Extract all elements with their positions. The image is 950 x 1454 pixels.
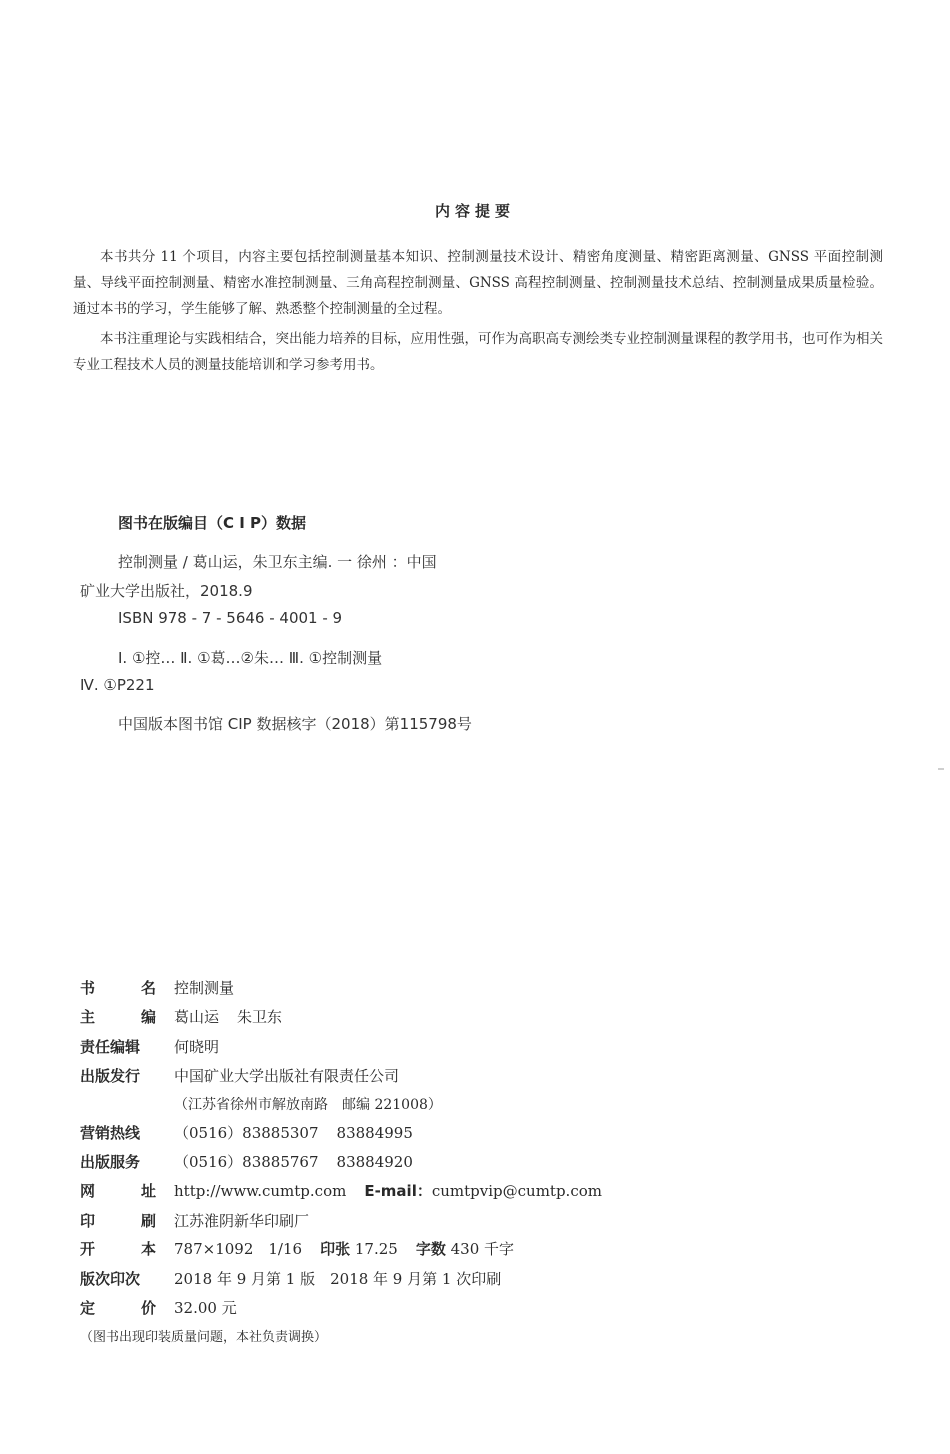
colophon-printer-value: 江苏淮阴新华印刷厂 [174,1211,310,1230]
colophon-resp-editor-label: 责任编辑 [80,1037,141,1056]
colophon-service-value: （0516）83885767 83884920 [174,1152,413,1171]
colophon-price-value: 32.00 元 [174,1298,237,1317]
colophon-title-label: 书 名 [80,978,156,997]
colophon-resp-editor-value: 何晓明 [174,1037,220,1056]
colophon-publisher-value: 中国矿业大学出版社有限责任公司 [174,1066,400,1085]
colophon-editor-row [80,1004,282,1028]
email-label: E-mail： [364,1181,432,1200]
colophon-publisher-address: （江苏省徐州市解放南路 邮编 221008） [174,1097,442,1113]
sheets-value: 17.25 [354,1239,398,1258]
cip-line-isbn: ISBN 978 - 7 - 5646 - 4001 - 9 [118,609,343,627]
summary-paragraph-1: 本书共分 11 个项目，内容主要包括控制测量基本知识、控制测量技术设计、精密角度测量、精密距离测量、GNSS 平面控制测量、导线平面控制测量、精密水准控制测量、三角高程控制测量、GNSS 高程控制测量、控制测量技术总结、控制测量成果质量检验。通过本书的学习，学生能够了解、熟悉整个控制测量的全过程。 [73,249,883,317]
cip-heading: 图书在版编目（C I P）数据 [118,514,307,532]
cip-line-classification-4: Ⅳ. ①P221 [80,676,155,694]
cip-line-classification: Ⅰ. ①控… Ⅱ. ①葛…②朱… Ⅲ. ①控制测量 [118,649,383,667]
colophon-price-row [80,1295,237,1319]
summary-title: 内容提要 [434,202,515,220]
colophon-editor-value [174,1006,282,1027]
editor-2: 朱卫东 [237,1007,283,1026]
editor-1: 葛山运 [174,1007,220,1026]
sheets-label: 印张 [320,1239,351,1258]
colophon-edition-label: 版次印次 [80,1269,141,1288]
colophon-editor-label: 主 编 [80,1007,156,1026]
colophon-title-row [80,975,234,999]
colophon-publisher-label: 出版发行 [80,1066,141,1085]
colophon-edition-row [80,1266,501,1290]
colophon-service-row [80,1149,413,1173]
colophon-format-value [174,1238,514,1259]
email-address: cumtpvip@cumtp.com [431,1181,602,1200]
website-url: http://www.cumtp.com [174,1181,347,1200]
colophon-website-value [174,1180,602,1201]
colophon-format-row [80,1236,514,1260]
colophon-resp-editor-row [80,1034,219,1058]
words-label: 字数 [415,1239,446,1258]
colophon-website-row [80,1178,602,1202]
colophon-price-label: 定 价 [80,1298,156,1317]
cip-line-2: 矿业大学出版社，2018.9 [80,582,253,600]
scan-speck [938,768,944,770]
colophon-title-value: 控制测量 [174,978,235,997]
colophon-website-label: 网 址 [80,1181,156,1200]
colophon-footnote: （图书出现印装质量问题，本社负责调换） [80,1330,328,1345]
colophon-edition-value: 2018 年 9 月第 1 版 2018 年 9 月第 1 次印刷 [174,1269,502,1288]
format-size: 787×1092 1/16 [174,1239,303,1258]
colophon-service-label: 出版服务 [80,1152,141,1171]
colophon-marketing-row [80,1120,413,1144]
summary-paragraph-2: 本书注重理论与实践相结合，突出能力培养的目标，应用性强，可作为高职高专测绘类专业控制测量课程的教学用书，也可作为相关专业工程技术人员的测量技能培训和学习参考用书。 [73,331,883,373]
colophon-format-label: 开 本 [80,1239,156,1258]
colophon-marketing-label: 营销热线 [80,1123,141,1142]
colophon-printer-row [80,1208,309,1232]
cip-line-1: 控制测量 / 葛山运，朱卫东主编. 一 徐州 ：中国 [118,553,437,571]
colophon-marketing-value: （0516）83885307 83884995 [174,1123,413,1142]
colophon-printer-label: 印 刷 [80,1211,156,1230]
colophon-publisher-row [80,1063,399,1087]
words-value: 430 千字 [450,1239,515,1258]
cip-line-verify-number: 中国版本图书馆 CIP 数据核字（2018）第115798号 [118,715,472,733]
